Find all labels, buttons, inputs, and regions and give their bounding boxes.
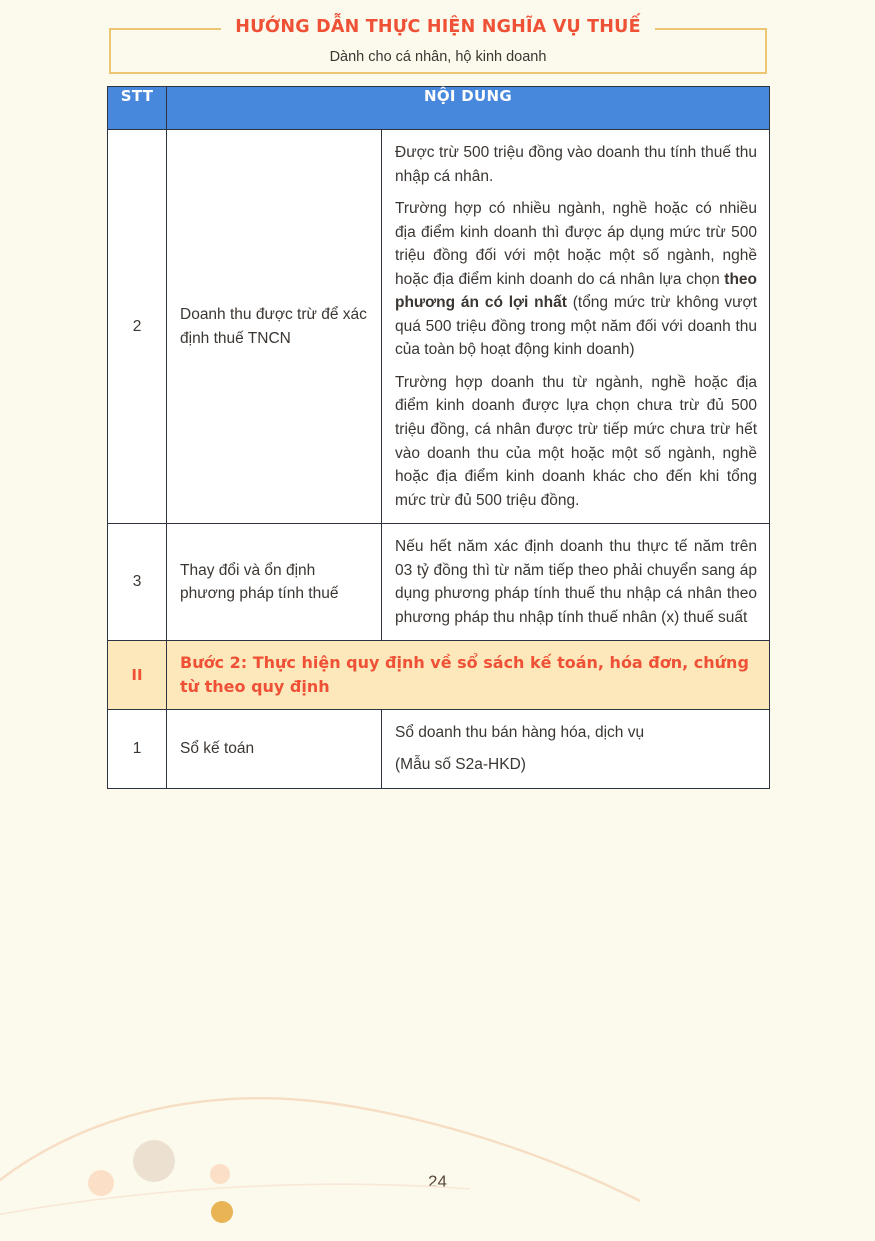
body-text: Sổ doanh thu bán hàng hóa, dịch vụ — [395, 723, 645, 741]
column-header-noi-dung: NỘI DUNG — [167, 87, 770, 130]
body-text: (tổng mức trừ không vượt quá 500 triệu đồng trong một năm đối với doanh thu của toàn bộ hoạt động kinh doanh) — [395, 294, 758, 359]
table-cell-content — [382, 130, 770, 524]
table-row — [108, 709, 770, 788]
table-cell-label: Thay đổi và ổn định phương pháp tính thuế — [167, 524, 382, 641]
table-head — [108, 87, 770, 130]
body-text: Trường hợp doanh thu từ ngành, nghề hoặc địa điểm kinh doanh được lựa chọn chưa trừ đủ 500 triệu đồng, cá nhân được trừ tiếp mức chưa trừ hết vào doanh thu của một hoặc một số ngành, nghề hoặc địa điểm kinh doanh khác cho đến khi tổng mức trừ đủ 500 triệu đồng. — [395, 373, 758, 509]
page-number: 24 — [428, 1172, 447, 1191]
page-header-box — [109, 17, 767, 74]
footer-decoration — [0, 1071, 875, 1241]
table-row — [108, 524, 770, 641]
page-header-subtitle: Dành cho cá nhân, hộ kinh doanh — [329, 49, 547, 65]
column-header-stt: STT — [108, 87, 167, 130]
body-text: Được trừ 500 triệu đồng vào doanh thu tính thuế thu nhập cá nhân. — [395, 144, 758, 185]
body-text: Nếu hết năm xác định doanh thu thực tế năm trên 03 tỷ đồng thì từ năm tiếp theo phải chuyển sang áp dụng phương pháp tính thuế thu nhập cá nhân theo phương pháp thu nhập tính thuế nhân (x) thuế suất — [395, 538, 758, 626]
content-paragraph — [395, 535, 757, 629]
body-text: (Mẫu số S2a-HKD) — [395, 756, 526, 774]
section-title: Bước 2: Thực hiện quy định về sổ sách kế toán, hóa đơn, chứng từ theo quy định — [167, 641, 770, 709]
table-cell-stt: 1 — [108, 709, 167, 788]
table-cell-label: Sổ kế toán — [167, 709, 382, 788]
table-cell-stt: 2 — [108, 130, 167, 524]
page-header-title-text: HƯỚNG DẪN THỰC HIỆN NGHĨA VỤ THUẾ — [221, 17, 654, 37]
emphasis-text: theo phương án có lợi nhất — [395, 270, 758, 312]
table-cell-stt: 3 — [108, 524, 167, 641]
footer-circle-accent — [211, 1201, 233, 1223]
table-cell-content — [382, 524, 770, 641]
content-paragraph — [395, 141, 757, 188]
content-paragraph — [395, 721, 757, 745]
page-header-title — [111, 17, 765, 37]
table-cell-content — [382, 709, 770, 788]
content-paragraph — [395, 753, 757, 777]
section-numeral: II — [108, 641, 167, 709]
table-cell-label: Doanh thu được trừ để xác định thuế TNCN — [167, 130, 382, 524]
guidance-table — [107, 86, 770, 789]
table-body — [108, 130, 770, 789]
table-header-row — [108, 87, 770, 130]
body-text: Trường hợp có nhiều ngành, nghề hoặc có nhiều địa điểm kinh doanh thì được áp dụng mức trừ 500 triệu đồng đối với một hoặc một số ngành, nghề hoặc địa điểm kinh doanh do cá nhân lựa chọn — [395, 200, 758, 288]
content-paragraph — [395, 197, 757, 362]
table-section-row — [108, 641, 770, 709]
table-row — [108, 130, 770, 524]
content-paragraph — [395, 371, 757, 512]
